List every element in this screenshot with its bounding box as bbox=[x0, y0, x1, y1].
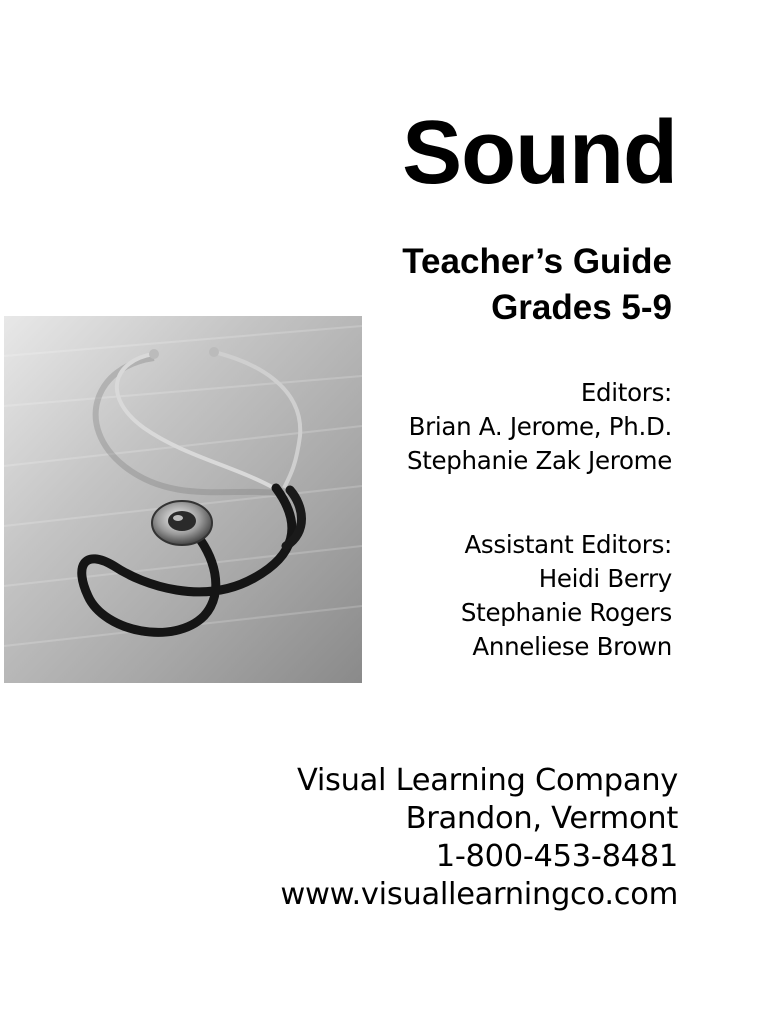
assistant-editor-name: Heidi Berry bbox=[538, 564, 672, 593]
editors-section bbox=[407, 376, 672, 478]
assistant-editor-name: Stephanie Rogers bbox=[460, 598, 672, 627]
editors-heading: Editors: bbox=[580, 378, 672, 407]
publisher-name: Visual Learning Company bbox=[296, 763, 678, 798]
publisher-block bbox=[280, 762, 678, 914]
cover-subtitle: Teacher’s Guide bbox=[402, 242, 672, 281]
grade-level: Grades 5-9 bbox=[491, 288, 672, 327]
stethoscope-photo bbox=[4, 316, 362, 683]
editor-name: Brian A. Jerome, Ph.D. bbox=[408, 412, 672, 441]
assistant-editor-name: Anneliese Brown bbox=[472, 632, 672, 661]
publisher-phone: 1-800-453-8481 bbox=[435, 839, 678, 874]
assistant-editors-heading: Assistant Editors: bbox=[464, 530, 672, 559]
cover-title: Sound bbox=[402, 103, 677, 203]
editor-name: Stephanie Zak Jerome bbox=[406, 446, 672, 475]
publisher-location: Brandon, Vermont bbox=[405, 801, 678, 836]
assistant-editors-section bbox=[461, 528, 672, 664]
publisher-website: www.visuallearningco.com bbox=[280, 877, 678, 912]
